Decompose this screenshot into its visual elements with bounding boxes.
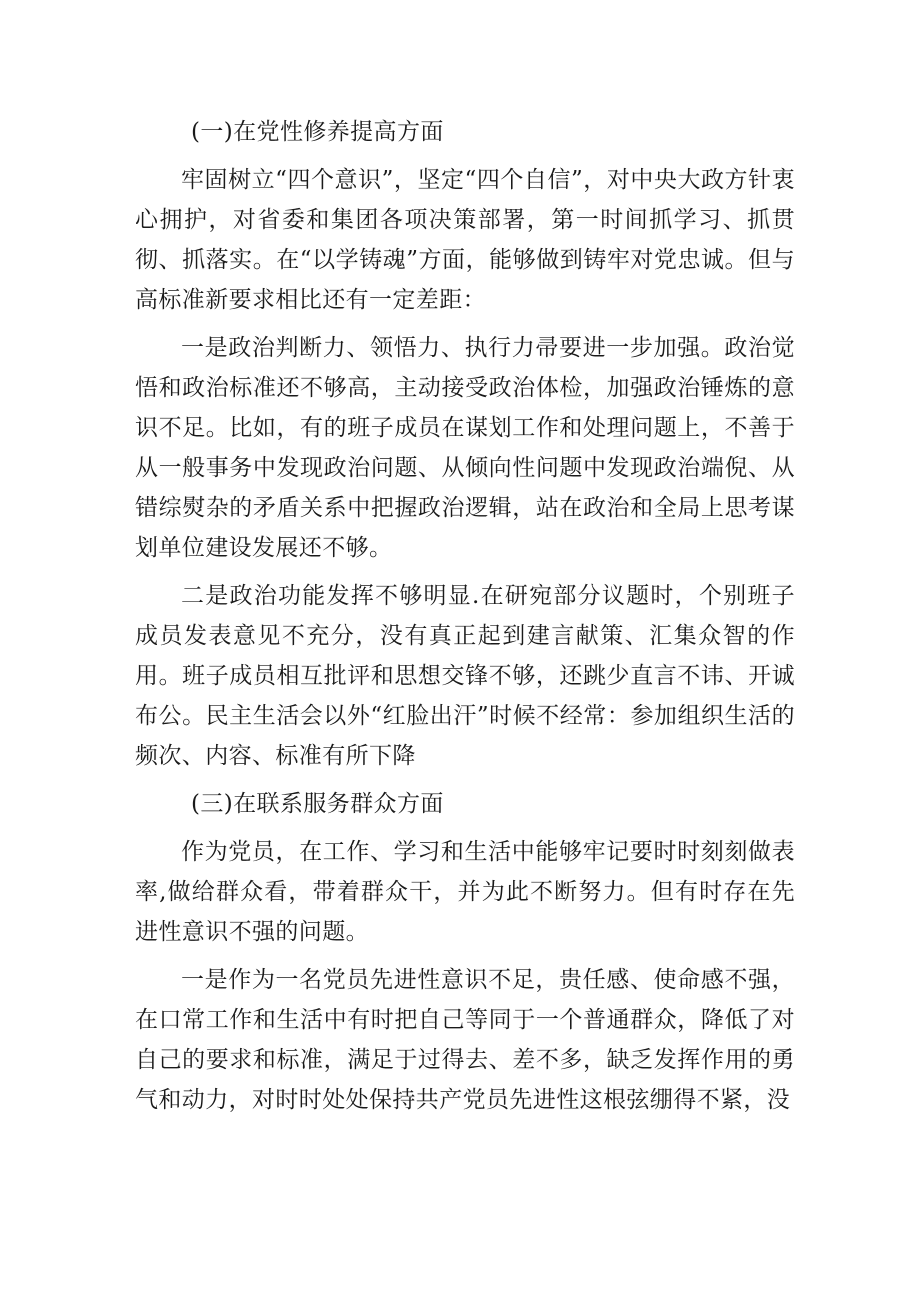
paragraph-serving-masses-intro: 作为党员，在工作、学习和生活中能够牢记要时时刻刻做表率,做给群众看，带着群众干，并为此不断努力。但有时存在先进性意识不强的问题。 xyxy=(135,839,795,945)
paragraph-political-function: 二是政治功能发挥不够明显.在研宛部分议题时，个别班子成员发表意见不充分，没有真正起到建言献策、汇集众智的作用。班子成员相互批评和思想交锋不够，还跳少直言不讳、开诚布公。民主生活会以外“红脸出汗”时候不经常：参加组织生活的频次、内容、标准有所下降 xyxy=(135,583,795,769)
section-heading-serving-masses: (三)在联系服务群众方面 xyxy=(191,791,444,817)
section-heading-party-spirit: (一)在党性修养提高方面 xyxy=(191,119,444,145)
document-body xyxy=(135,112,795,1128)
paragraph-political-judgment: 一是政治判断力、领悟力、执行力帚要进一步加强。政治觉悟和政治标准还不够高，主动接受政治体检，加强政治锤炼的意识不足。比如，有的班子成员在谋划工作和处理问题上，不善于从一般事务中发现政治问题、从倾向性问题中发现政治端倪、从错综熨杂的矛盾关系中把握政治逻辑，站在政治和全局上思考谋划单位建设发展还不够。 xyxy=(135,335,795,561)
paragraph-party-spirit-intro: 牢固树立“四个意识”，坚定“四个自信”，对中央大政方针衷心拥护，对省委和集团各项决策部署，第一时间抓学习、抓贯彻、抓落实。在“以学铸魂”方面，能够做到铸牢对党忠诚。但与高标准新要求相比还有一定差距： xyxy=(135,167,795,313)
paragraph-vanguard-awareness: 一是作为一名党员先进性意识不足，贵任感、使命感不强，在口常工作和生活中有时把自己等同于一个普通群众，降低了对自己的要求和标准，满足于过得去、差不多，缺乏发挥作用的勇气和动力，对时时处处保持共产党员先进性这根弦绷得不紧，没 xyxy=(135,967,795,1113)
